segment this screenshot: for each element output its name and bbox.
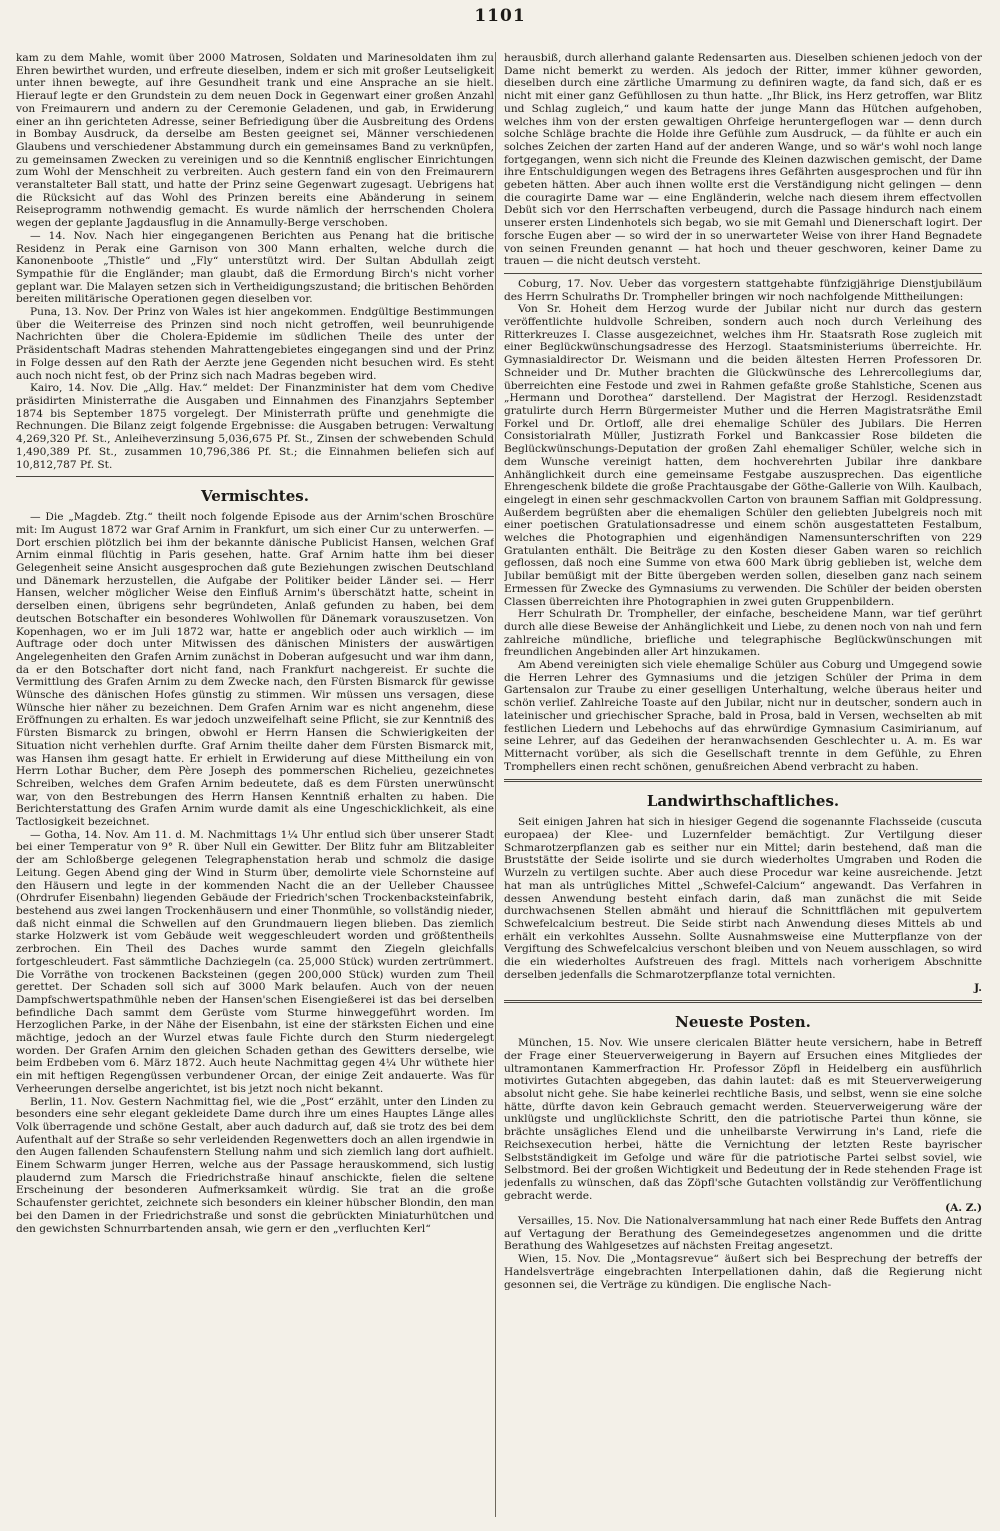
article-paragraph: Coburg, 17. Nov. Ueber das vorgestern stattgehabte fünfzigjährige Dienstjubiläum des Herrn Schulraths Dr. Trompheller bringen wir noch nachfolgende Mittheilungen: <box>504 277 982 303</box>
article-paragraph: — Gotha, 14. Nov. Am 11. d. M. Nachmittags 1¼ Uhr entlud sich über unserer Stadt bei einer Temperatur von 9° R. über Null ein Gewitter. Der Blitz fuhr am Blitzableiter der am Schloßberge gelegenen Telegraphenstation herab und schmolz die dasige Leitung. Gegen Abend ging der Wind in Sturm über, demolirte viele Schornsteine auf den Häusern und legte in der kommenden Nacht die an der Uelleber Chaussee (Ohrdrufer Eisenbahn) liegenden Gebäude der Friedrich'schen Trockenbacksteinfabrik, bestehend aus zwei langen Trockenhäusern und einer Thonmühle, so vollständig nieder, daß nicht einmal die Schwellen auf den Grundmauern liegen blieben. Das ziemlich starke Holzwerk ist vom Gebäude weit weggeschleudert worden und größtentheils zerbrochen. Ein Theil des Daches wurde sammt den Ziegeln gleichfalls fortgeschleudert. Fast sämmtliche Dachziegeln (ca. 25,000 Stück) wurden zertrümmert. Die Vorräthe von trockenen Backsteinen (gegen 200,000 Stück) wurden zum Theil gerettet. Der Schaden soll sich auf 3000 Mark belaufen. Auch von der neuen Dampfschwertspathmühle neben der Hansen'schen Eisengießerei ist das bei derselben befindliche Dach sammt dem Gerüste vom Sturme hinweggeführt worden. Im Herzoglichen Parke, in der Nähe der Eisenbahn, ist eine der stärksten Eichen und eine mächtige, jedoch an der Wurzel etwas faule Fichte durch den Sturm niedergelegt worden. Der Grafen Arnim den gleichen Schaden gethan des Gewitters derselbe, wie beim Erdbeben vom 6. März 1872. Auch heute Nachmittag gegen 4¼ Uhr wüthete hier ein mit heftigen Regengüssen verbundener Orcan, der einige Zeit andauerte. Was für Verheerungen derselbe angerichtet, ist bis jetzt noch nicht bekannt. <box>16 828 494 1095</box>
right-column <box>504 52 982 1517</box>
article-paragraph: Puna, 13. Nov. Der Prinz von Wales ist hier angekommen. Endgültige Bestimmungen über die Weiterreise des Prinzen sind noch nicht getroffen, weil beunruhigende Nachrichten über die Cholera-Epidemie im südlichen Theile des unter der Präsidentschaft Madras stehenden Mahrattengebietes eingegangen sind und der Prinz in Folge dessen auf den Rath der Aerzte jene Gegenden nicht besuchen wird. Es steht auch noch nicht fest, ob der Prinz sich nach Madras begeben wird. <box>16 306 494 382</box>
section-heading-landwirthschaftliches: Landwirthschaftliches. <box>646 792 840 811</box>
article-paragraph: München, 15. Nov. Wie unsere clericalen Blätter heute versichern, habe in Betreff der Frage einer Steuerverweigerung in Bayern auf Ersuchen eines Mitgliedes der ultramontanen Kammerfraction Hr. Professor Zöpfl in Heidelberg ein ausführlich motivirtes Gutachten abgegeben, das dahin lautet: daß es mit Steuerverweigerung absolut nicht gehe. Sie habe keinerlei rechtliche Basis, und selbst, wenn sie eine solche hätte, dürfte davon kein Gebrauch gemacht werden. Steuerverweigerung wäre der unklügste und unglücklichste Schritt, den die patriotische Partei thun könne, sie brächte unsägliches Elend und die unheilbarste Verwirrung in's Land, riefe die Reichsexecution herbei, hätte die Vernichtung der letzten Reste bayrischer Selbstständigkeit im Gefolge und wäre für die patriotische Partei selbst soviel, wie Selbstmord. Bei der großen Wichtigkeit und Bedeutung der in Rede stehenden Frage ist jedenfalls zu wünschen, daß das Zöpfl'sche Gutachten vollständig zur Veröffentlichung gebracht werde. <box>504 1037 982 1202</box>
article-paragraph: Seit einigen Jahren hat sich in hiesiger Gegend die sogenannte Flachsseide (cuscuta europaea) der Klee- und Luzernfelder bemächtigt. Zur Vertilgung dieser Schmarotzerpflanzen gab es seither nur ein Mittel; darin bestehend, daß man die Bruststätte der Seide isolirte und sie durch wiederholtes Umgraben und Roden die Wurzeln zu vertilgen suchte. Aber auch diese Procedur war keine ausreichende. Jetzt hat man als untrügliches Mittel „Schwefel-Calcium“ angewandt. Das Verfahren in dessen Anwendung besteht einfach darin, daß man zunächst die mit Seide durchwachsenen Stellen abmäht und hierauf die Schnittflächen mit gepulvertem Schwefelcalcium bestreut. Die Seide stirbt nach Anwendung dieses Mittels ab und erhält ein verkohltes Aussehn. Sollte Ausnahmsweise eine Mutterpflanze von der Vergiftung des Schwefelcalcius verschont bleiben und von Neuem ausschlagen, so wird die ein wiederholtes Aufstreuen des fragl. Mittels nach vorherigem Abschnitte derselben jedenfalls die Schmarotzerpflanze total vernichten. <box>504 816 982 981</box>
section-heading-vermischtes: Vermischtes. <box>201 487 309 506</box>
article-signature: (A. Z.) <box>945 1202 982 1215</box>
article-paragraph: herausbiß, durch allerhand galante Redensarten aus. Dieselben schienen jedoch von der Dame nicht bemerkt zu werden. Als jedoch der Ritter, immer kühner geworden, dieselben durch eine zärtliche Umarmung zu definiren wagte, da fand sich, daß er es nicht mit einer ganz Gefühllosen zu thun hatte. „Ihr Blick, ins Herz getroffen, war Blitz und Schlag zugleich,“ und kaum hatte der junge Mann das Hütchen aufgehoben, welches ihm von der ersten gewaltigen Ohrfeige heruntergeflogen war — denn durch solche Schläge brachte die Holde ihre Gefühle zum Ausdruck, — da fühlte er auch ein solches Zeichen der zarten Hand auf der anderen Wange, und so wär's wohl noch lange fortgegangen, wenn sich nicht die Freunde des Kleinen dazwischen gemischt, der Dame ihre Entschuldigungen wegen des Betragens ihres Gefährten ausgesprochen und für ihn gebeten hätten. Aber auch ihnen wollte erst die Verständigung nicht gelingen — denn die couragirte Dame war — eine Engländerin, welche nach diesem ihrem effectvollen Debüt sich vor den Herrschaften verbeugend, durch die Passage hindurch nach einem unserer ersten Lindenhotels sich begab, wo sie mit Gemahl und Dienerschaft logirt. Der forsche Eugen aber — so wird der in so unerwarteter Weise von ihrer Hand Begnadete von seinen Freunden genannt — hat hoch und theuer geschworen, keiner Dame zu trauen — die nicht deutsch versteht. <box>504 52 982 268</box>
article-paragraph: — 14. Nov. Nach hier eingegangenen Berichten aus Penang hat die britische Residenz in Perak eine Garnison von 300 Mann erhalten, welche durch die Kanonenboote „Thistle“ und „Fly“ unterstützt wird. Der Sultan Abdullah zeigt Sympathie für die Engländer; man glaubt, daß die Ermordung Birch's nicht vorher geplant war. Die Malayen setzen sich in Vertheidigungszustand; die britischen Behörden bereiten militärische Operationen gegen dieselben vor. <box>16 229 494 306</box>
article-paragraph: — Die „Magdeb. Ztg.“ theilt noch folgende Episode aus der Arnim'schen Broschüre mit: Im August 1872 war Graf Arnim in Frankfurt, um sich einer Cur zu unterwerfen. — Dort erschien plötzlich bei ihm der bekannte dänische Publicist Hansen, welchen Graf Arnim einmal flüchtig in Paris gesehen, hatte. Graf Arnim hatte ihm bei dieser Gelegenheit seine Ansicht ausgesprochen daß gute Beziehungen zwischen Deutschland und Dänemark herzustellen, die Aufgabe der Politiker beider Länder sei. — Herr Hansen, welcher möglicher Weise den Einfluß Arnim's überschätzt hatte, scheint in derselben einen, übrigens sehr begründeten, Anlaß gefunden zu haben, bei dem deutschen Botschafter ein besonderes Wohlwollen für Dänemark vorauszusetzen. Von Kopenhagen, wo er im Juli 1872 war, hatte er angeblich oder auch wirklich — im Auftrage oder doch unter Mitwissen des dänischen Ministers der auswärtigen Angelegenheiten den Grafen Arnim zunächst in Doberan aufgesucht und war ihm dann, da er den Botschafter dort nicht fand, nach Frankfurt nachgereist. Er suchte die Vermittlung des Grafen Arnim zu dem Zwecke nach, den Fürsten Bismarck für gewisse Wünsche des dänischen Hofes günstig zu stimmen. Wir müssen uns versagen, diese Wünsche hier näher zu bezeichnen. Dem Grafen Arnim war es nicht angenehm, diese Eröffnungen zu erhalten. Es war jedoch unzweifelhaft seine Pflicht, sie zur Kenntniß des Fürsten Bismarck zu bringen, obwohl er Herrn Hansen die Schwierigkeiten der Situation nicht verhehlen durfte. Graf Arnim theilte daher dem Fürsten Bismarck mit, was Hansen ihm gesagt hatte. Er erhielt in Erwiderung auf diese Mittheilung ein von Herrn Lothar Bucher, dem Père Joseph des pommerschen Richelieu, gezeichnetes Schreiben, welches dem Grafen Arnim bedeutete, daß es dem Fürsten unerwünscht war, von den Bestrebungen des Herrn Hansen Kenntniß erhalten zu haben. Die Berichterstattung des Grafen Arnim wurde damit als eine Ungeschicklichkeit, als eine Tactlosigkeit bezeichnet. <box>16 511 494 829</box>
section-rule <box>504 779 982 782</box>
article-paragraph: Am Abend vereinigten sich viele ehemalige Schüler aus Coburg und Umgegend sowie die Herren Lehrer des Gymnasiums und die jetzigen Schüler der Prima in dem Gartensalon zur Traube zu einer geselligen Unterhaltung, welche überaus heiter und schön verlief. Zahlreiche Toaste auf den Jubilar, nicht nur in deutscher, sondern auch in lateinischer und griechischer Sprache, bald in Prosa, bald in Versen, wechselten ab mit festlichen Liedern und Lebehochs auf das ehrwürdige Gymnasium Casimirianum, auf seine Lehrer, auf das Gedeihen der heranwachsenden Geschlechter u. A. m. Es war Mitternacht vorüber, als sich die Gesellschaft trennte in dem Gefühle, zu Ehren Tromphellers einen recht schönen, genußreichen Abend verbracht zu haben. <box>504 659 982 773</box>
article-rule <box>504 273 982 274</box>
section-rule <box>16 476 494 477</box>
left-column <box>16 52 494 1517</box>
section-rule <box>504 1000 982 1003</box>
article-signature: J. <box>974 981 982 994</box>
article-paragraph: Kairo, 14. Nov. Die „Allg. Hav.“ meldet: Der Finanzminister hat dem vom Chedive präsidirten Ministerrathe die Ausgaben und Einnahmen des Finanzjahrs September 1874 bis September 1875 vorgelegt. Der Ministerrath prüfte und genehmigte die Rechnungen. Die Bilanz zeigt folgende Ergebnisse: die Ausgaben betrugen: Verwaltung 4,269,320 Pf. St., Anleiheverzinsung 5,036,675 Pf. St., Zinsen der schwebenden Schuld 1,490,389 Pf. St., zusammen 10,796,386 Pf. St.; die Einnahmen beliefen sich auf 10,812,787 Pf. St. <box>16 382 494 471</box>
section-heading-neueste-posten: Neueste Posten. <box>675 1013 811 1032</box>
page-number: 1101 <box>474 6 526 26</box>
article-paragraph: Von Sr. Hoheit dem Herzog wurde der Jubilar nicht nur durch das gestern veröffentlichte huldvolle Schreiben, sondern auch noch durch Verleihung des Ritterkreuzes I. Classe ausgezeichnet, welches ihm Hr. Staatsrath Rose zugleich mit einer Beglückwünschungsadresse des Herzogl. Staatsministeriums überreichte. Hr. Gymnasialdirector Dr. Weismann und die beiden ältesten Herren Professoren Dr. Schneider und Dr. Muther brachten die Glückwünsche des Lehrercollegiums dar, überreichten eine Festode und zwei in Rahmen gefaßte große Stahlstiche, Scenen aus „Hermann und Dorothea“ darstellend. Der Magistrat der Herzogl. Residenzstadt gratulirte durch Herrn Bürgermeister Muther und die Herren Magistratsräthe Emil Forkel und Dr. Ortloff, alle drei ehemalige Schüler des Jubilars. Die Herren Consistorialrath Müller, Justizrath Forkel und Bankcassier Rose bildeten die Beglückwünschungs-Deputation der großen Zahl ehemaliger Schüler, welche sich in dem Wunsche vereinigt hatten, dem hochverehrten Jubilar ihre dankbare Anhänglichkeit durch eine gemeinsame Festgabe auszusprechen. Das eigentliche Ehrengeschenk bildete die große Prachtausgabe der Göthe-Gallerie von Wilh. Kaulbach, eingelegt in einen sehr geschmackvollen Carton von braunem Saffian mit Goldpressung. Außerdem begrüßten aber die ehemaligen Schüler den geliebten Jubelgreis noch mit einer poetischen Gratulationsadresse und einem schön ausgestatteten Festalbum, welches die Photographien und eigenhändigen Namensunterschriften von 229 Gratulanten enthält. Die Beiträge zu den Kosten dieser Gaben waren so reichlich geflossen, daß noch eine Summe von etwa 600 Mark übrig geblieben ist, welche dem Jubilar bemüßigt mit der Bitte übergeben werden sollen, dieselben ganz nach seinem Ermessen für Zwecke des Gymnasiums zu verwenden. Die Schüler der beiden obersten Classen überreichten ihre Photographien in zwei guten Gruppenbildern. <box>504 303 982 608</box>
column-divider <box>495 52 496 1517</box>
article-paragraph: Berlin, 11. Nov. Gestern Nachmittag fiel, wie die „Post“ erzählt, unter den Linden zu besonders eine sehr elegant gekleidete Dame durch ihre um eines Hauptes Länge alles Volk überragende und schöne Gestalt, aber auch dadurch auf, daß sie trotz des bei dem Aufenthalt auf der Straße so sehr verleidenden Regenwetters doch an allen irgendwie in den Augen fallenden Schaufenstern Stellung nahm und sich ziemlich lang dort aufhielt. Einem Schwarm junger Herren, welche aus der Passage herauskommend, sich lustig plaudernd zum Marsch die Friedrichstraße hinauf anschickte, fielen die seltene Erscheinung der besonderen Aufmerksamkeit würdig. Sie trat an die große Schaufenster gerichtet, zeichnete sich besonders ein kleiner hübscher Blondin, den man bei den Damen in der Friedrichstraße und sonst die gebrückten Miniaturhütchen und den gewichsten Schnurrbartenden ansah, wie gern er den „verfluchten Kerl“ <box>16 1095 494 1235</box>
article-paragraph: kam zu dem Mahle, womit über 2000 Matrosen, Soldaten und Marinesoldaten ihm zu Ehren bewirthet wurden, und erfreute dieselben, indem er sich mit großer Leutseligkeit unter ihnen bewegte, auf ihre Gesundheit trank und eine Ansprache an sie hielt. Hierauf legte er den Grundstein zu dem neuen Dock in Gegenwart einer großen Anzahl von Freimaurern und andern zu der Ceremonie Geladenen, und gab, in Erwiderung einer an ihn gerichteten Adresse, seiner Befriedigung über die Ausbreitung des Ordens in Bombay Ausdruck, da derselbe am Besten geeignet sei, Männer verschiedenen Glaubens und verschiedener Abstammung durch ein gemeinsames Band zu verknüpfen, zu gemeinsamen Zwecken zu vereinigen und so die Kenntniß englischer Einrichtungen zum Wohl der Menschheit zu verbreiten. Auch gestern fand ein von den Freimaurern veranstalteter Ball statt, und hatte der Prinz seine Gegenwart zugesagt. Uebrigens hat die Rücksicht auf das Wohl des Prinzen bereits eine Abänderung in seinem Reiseprogramm nothwendig gemacht. Es wurde nämlich der herrschenden Cholera wegen der geplante Jagdausflug in die Annamully-Berge verschoben. <box>16 52 494 230</box>
article-paragraph: Wien, 15. Nov. Die „Montagsrevue“ äußert sich bei Besprechung der betreffs der Handelsverträge eingebrachten Interpellationen dahin, daß die Regierung nicht gesonnen sei, die Verträge zu kündigen. Die englische Nach- <box>504 1253 982 1291</box>
article-paragraph: Herr Schulrath Dr. Trompheller, der einfache, bescheidene Mann, war tief gerührt durch alle diese Beweise der Anhänglichkeit und Liebe, zu denen noch von nah und fern zahlreiche mündliche, briefliche und telegraphische Beglückwünschungen mit freundlichen Angebinden aller Art hinzukamen. <box>504 608 982 659</box>
article-paragraph: Versailles, 15. Nov. Die Nationalversammlung hat nach einer Rede Buffets den Antrag auf Vertagung der Berathung des Gemeindegesetzes angenommen und die dritte Berathung des Wahlgesetzes auf nächsten Freitag angesetzt. <box>504 1215 982 1253</box>
